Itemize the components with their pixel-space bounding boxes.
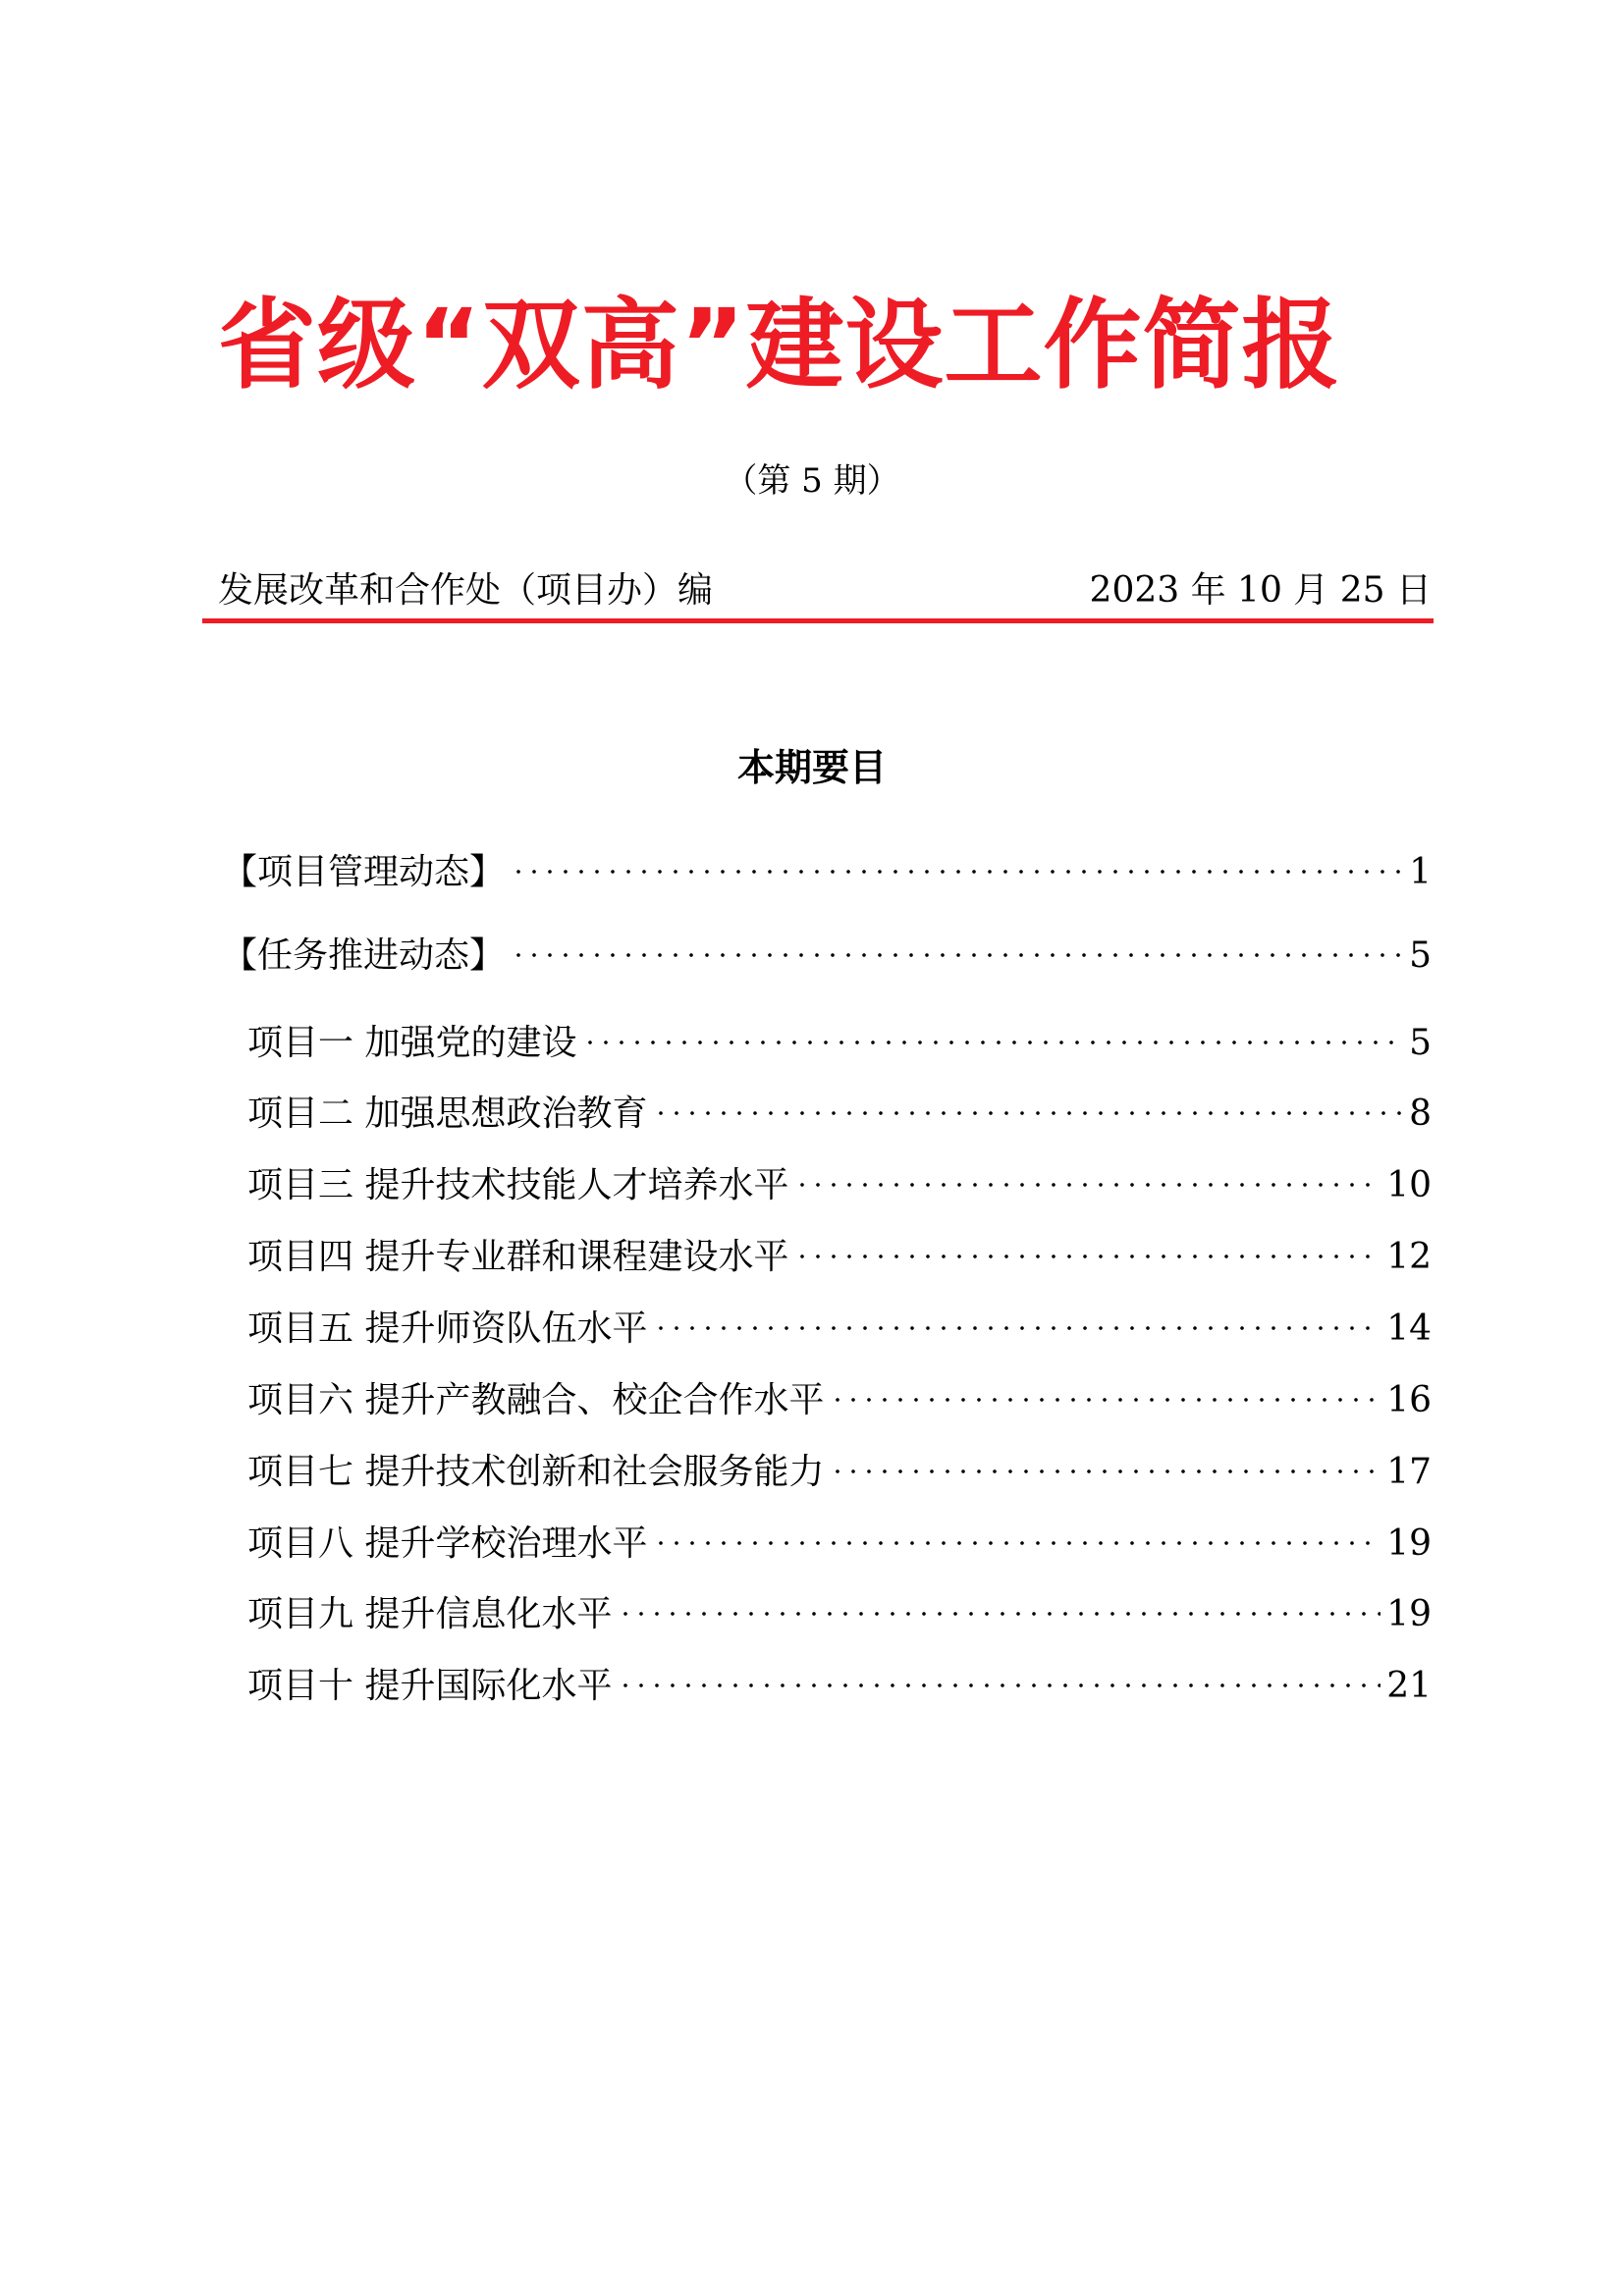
toc-page-number: 19 <box>1386 1594 1432 1634</box>
toc-page-number: 14 <box>1386 1308 1432 1349</box>
toc-section-label: 【项目管理动态】 <box>222 852 506 892</box>
dot-leader <box>653 1076 1403 1125</box>
dot-leader <box>794 1219 1380 1268</box>
toc-item-label: 项目四 提升专业群和课程建设水平 <box>247 1237 789 1277</box>
toc-item-2[interactable] <box>247 1076 1432 1134</box>
toc-page-number: 10 <box>1386 1165 1432 1205</box>
toc-item-4[interactable] <box>247 1219 1432 1277</box>
toc-item-7[interactable] <box>247 1434 1432 1492</box>
toc-item-label: 项目一 加强党的建设 <box>247 1023 577 1063</box>
toc-item-1[interactable] <box>247 1005 1432 1063</box>
toc-item-8[interactable] <box>247 1506 1432 1564</box>
toc-item-label: 项目六 提升产教融合、校企合作水平 <box>247 1380 825 1420</box>
toc-page-number: 21 <box>1386 1666 1432 1706</box>
toc-section-label: 【任务推进动态】 <box>222 935 506 976</box>
toc-item-label: 项目三 提升技术技能人才培养水平 <box>247 1165 789 1205</box>
toc-page-number: 17 <box>1386 1452 1432 1492</box>
toc-page-number: 8 <box>1409 1094 1432 1134</box>
dot-leader <box>618 1576 1380 1626</box>
toc-item-6[interactable] <box>247 1362 1432 1420</box>
toc-item-10[interactable] <box>247 1648 1432 1706</box>
dot-leader <box>830 1362 1380 1412</box>
dot-leader <box>794 1148 1380 1197</box>
toc-page-number: 1 <box>1409 852 1432 892</box>
toc-item-label: 项目十 提升国际化水平 <box>247 1666 613 1706</box>
toc-page-number: 5 <box>1409 1023 1432 1063</box>
toc-item-label: 项目九 提升信息化水平 <box>247 1594 613 1634</box>
toc-heading: 本期要目 <box>736 746 887 789</box>
toc-page-number: 19 <box>1386 1523 1432 1564</box>
dot-leader <box>618 1648 1380 1697</box>
issue-number: （第 5 期） <box>724 461 900 501</box>
toc-page-number: 16 <box>1386 1380 1432 1420</box>
toc-item-label: 项目五 提升师资队伍水平 <box>247 1308 648 1349</box>
editor-name: 发展改革和合作处（项目办）编 <box>218 570 714 611</box>
toc-item-3[interactable] <box>247 1148 1432 1205</box>
masthead-title: 省级“双高”建设工作简报 <box>218 288 1341 402</box>
dot-leader <box>582 1005 1403 1054</box>
toc-item-label: 项目七 提升技术创新和社会服务能力 <box>247 1452 825 1492</box>
issue-date: 2023 年 10 月 25 日 <box>1089 570 1432 611</box>
toc-item-5[interactable] <box>247 1291 1432 1349</box>
editor-line <box>218 567 1432 614</box>
toc-item-9[interactable] <box>247 1576 1432 1634</box>
red-divider <box>202 618 1434 623</box>
dot-leader <box>511 834 1403 883</box>
dot-leader <box>511 918 1403 967</box>
toc-page-number: 5 <box>1409 935 1432 976</box>
dot-leader <box>653 1506 1380 1555</box>
toc-item-label: 项目二 加强思想政治教育 <box>247 1094 648 1134</box>
toc-section-project-management[interactable] <box>222 834 1432 892</box>
dot-leader <box>830 1434 1380 1483</box>
dot-leader <box>653 1291 1380 1340</box>
toc-section-task-progress[interactable] <box>222 918 1432 976</box>
toc-page-number: 12 <box>1386 1237 1432 1277</box>
toc-item-label: 项目八 提升学校治理水平 <box>247 1523 648 1564</box>
